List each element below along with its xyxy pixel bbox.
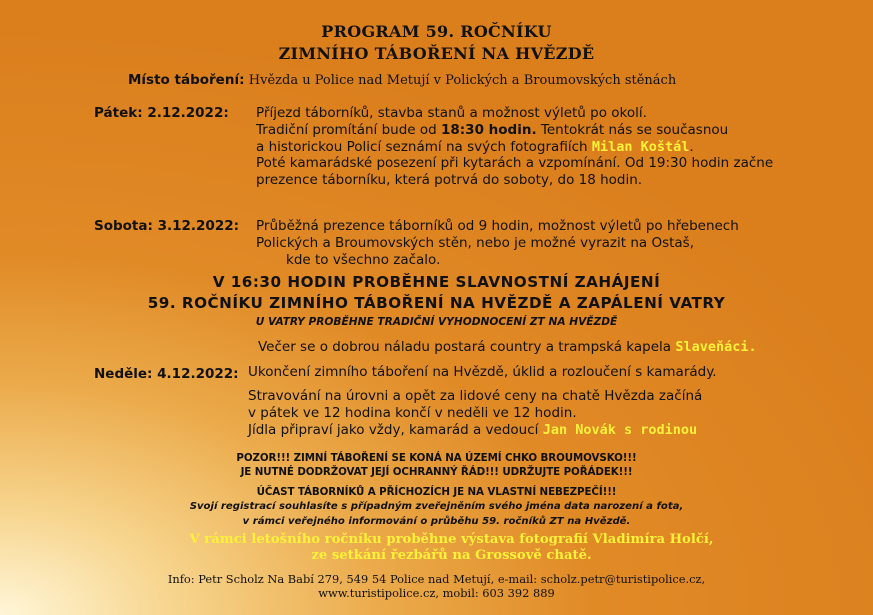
friday-line-2-post: Tentokrát nás se současnou bbox=[536, 121, 729, 138]
food-line-2: v pátek ve 12 hodina končí v neděli ve 12 hodin. bbox=[248, 404, 577, 421]
info-line-1: Info: Petr Scholz Na Babí 279, 549 54 Police nad Metují, e-mail: scholz.petr@turistipolice.cz, bbox=[167, 572, 706, 586]
title-line-2: ZIMNÍHO TÁBOŘENÍ NA HVĚZDĚ bbox=[278, 44, 595, 63]
warning-line-3: ÚČAST TÁBORNÍKŮ A PŘÍCHOZÍCH JE NA VLASTNÍ NEBEZPEČÍ!!! bbox=[256, 486, 617, 498]
friday-label: Pátek: 2.12.2022: bbox=[94, 105, 229, 121]
friday-projection-time: 18:30 hodin. bbox=[441, 121, 537, 138]
saturday-line-3: kde to všechno začalo. bbox=[286, 251, 441, 268]
friday-line-4: Poté kamarádské posezení při kytarách a vzpomínání. Od 19:30 hodin začne bbox=[256, 155, 774, 172]
friday-text bbox=[256, 105, 773, 189]
saturday-line-2: Polických a Broumovských stěn, nebo je možné vyrazit na Ostaš, bbox=[256, 234, 695, 251]
sunday-line-1: Ukončení zimního táboření na Hvězdě, úklid a rozloučení s kamarády. bbox=[248, 364, 717, 380]
location-row bbox=[128, 72, 676, 88]
info-line-2: www.turistipolice.cz, mobil: 603 392 889 bbox=[318, 586, 555, 600]
friday-line-3-pre: a historickou Policí seznámí na svých fotografiích bbox=[256, 138, 592, 155]
evening-line bbox=[258, 339, 757, 356]
friday-line-1: Příjezd táborníků, stavba stanů a možnost výletů po okolí. bbox=[256, 105, 647, 121]
friday-photographer-name: Milan Koštál bbox=[591, 138, 690, 155]
evening-text: Večer se o dobrou náladu postará country a trampská kapela bbox=[258, 339, 676, 355]
saturday-text bbox=[256, 218, 739, 268]
registration-line-1: Svojí registrací souhlasíte s případným zveřejněním svého jména data narození a fota, bbox=[189, 501, 684, 512]
location-value: Hvězda u Police nad Metují v Polických a Broumovských stěnách bbox=[248, 73, 677, 88]
sunday-label: Neděle: 4.12.2022: bbox=[94, 366, 239, 382]
opening-line-1: V 16:30 HODIN PROBĚHNE SLAVNOSTNÍ ZAHÁJENÍ bbox=[212, 273, 661, 291]
food-line-1: Stravování na úrovni a opět za lidové ceny na chatě Hvězda začíná bbox=[248, 388, 703, 404]
opening-line-3: U VATRY PROBĚHNE TRADIČNÍ VYHODNOCENÍ ZT NA HVĚZDĚ bbox=[255, 316, 618, 328]
friday-line-2 bbox=[256, 122, 773, 139]
food-line-3 bbox=[248, 422, 702, 439]
friday-line-2-pre: Tradiční promítání bude od bbox=[256, 121, 441, 138]
saturday-label: Sobota: 3.12.2022: bbox=[94, 218, 240, 234]
cook-name: Jan Novák s rodinou bbox=[542, 421, 698, 438]
saturday-line-1: Průběžná prezence táborníků od 9 hodin, možnost výletů po hřebenech bbox=[256, 218, 739, 234]
registration-line-2: v rámci veřejného informování o průběhu 59. ročníků ZT na Hvězdě. bbox=[242, 516, 631, 527]
friday-line-3-post: . bbox=[689, 138, 694, 155]
warning-line-1: POZOR!!! ZIMNÍ TÁBOŘENÍ SE KONÁ NA ÚZEMÍ CHKO BROUMOVSKO!!! bbox=[236, 452, 637, 464]
food-text bbox=[248, 388, 702, 438]
food-line-3-pre: Jídla připraví jako vždy, kamarád a vedoucí bbox=[248, 421, 543, 438]
title-line-1: PROGRAM 59. ROČNÍKU bbox=[321, 22, 552, 41]
friday-line-5: prezence táborníku, která potrvá do soboty, do 18 hodin. bbox=[256, 172, 643, 189]
warning-line-2: JE NUTNÉ DODRŽOVAT JEJÍ OCHRANNÝ ŘÁD!!! UDRŽUJTE POŘÁDEK!!! bbox=[240, 466, 633, 478]
opening-line-2: 59. ROČNÍKU ZIMNÍHO TÁBOŘENÍ NA HVĚZDĚ A ZAPÁLENÍ VATRY bbox=[147, 294, 726, 312]
exhibition-line-2: ze setkání řezbářů na Grossově chatě. bbox=[311, 548, 592, 563]
band-name: Slaveňáci. bbox=[675, 339, 757, 355]
friday-line-3 bbox=[256, 139, 773, 156]
exhibition-line-1: V rámci letošního ročníku proběhne výstava fotografií Vladimíra Holčí, bbox=[189, 532, 714, 547]
location-label: Místo táboření: bbox=[128, 72, 245, 88]
